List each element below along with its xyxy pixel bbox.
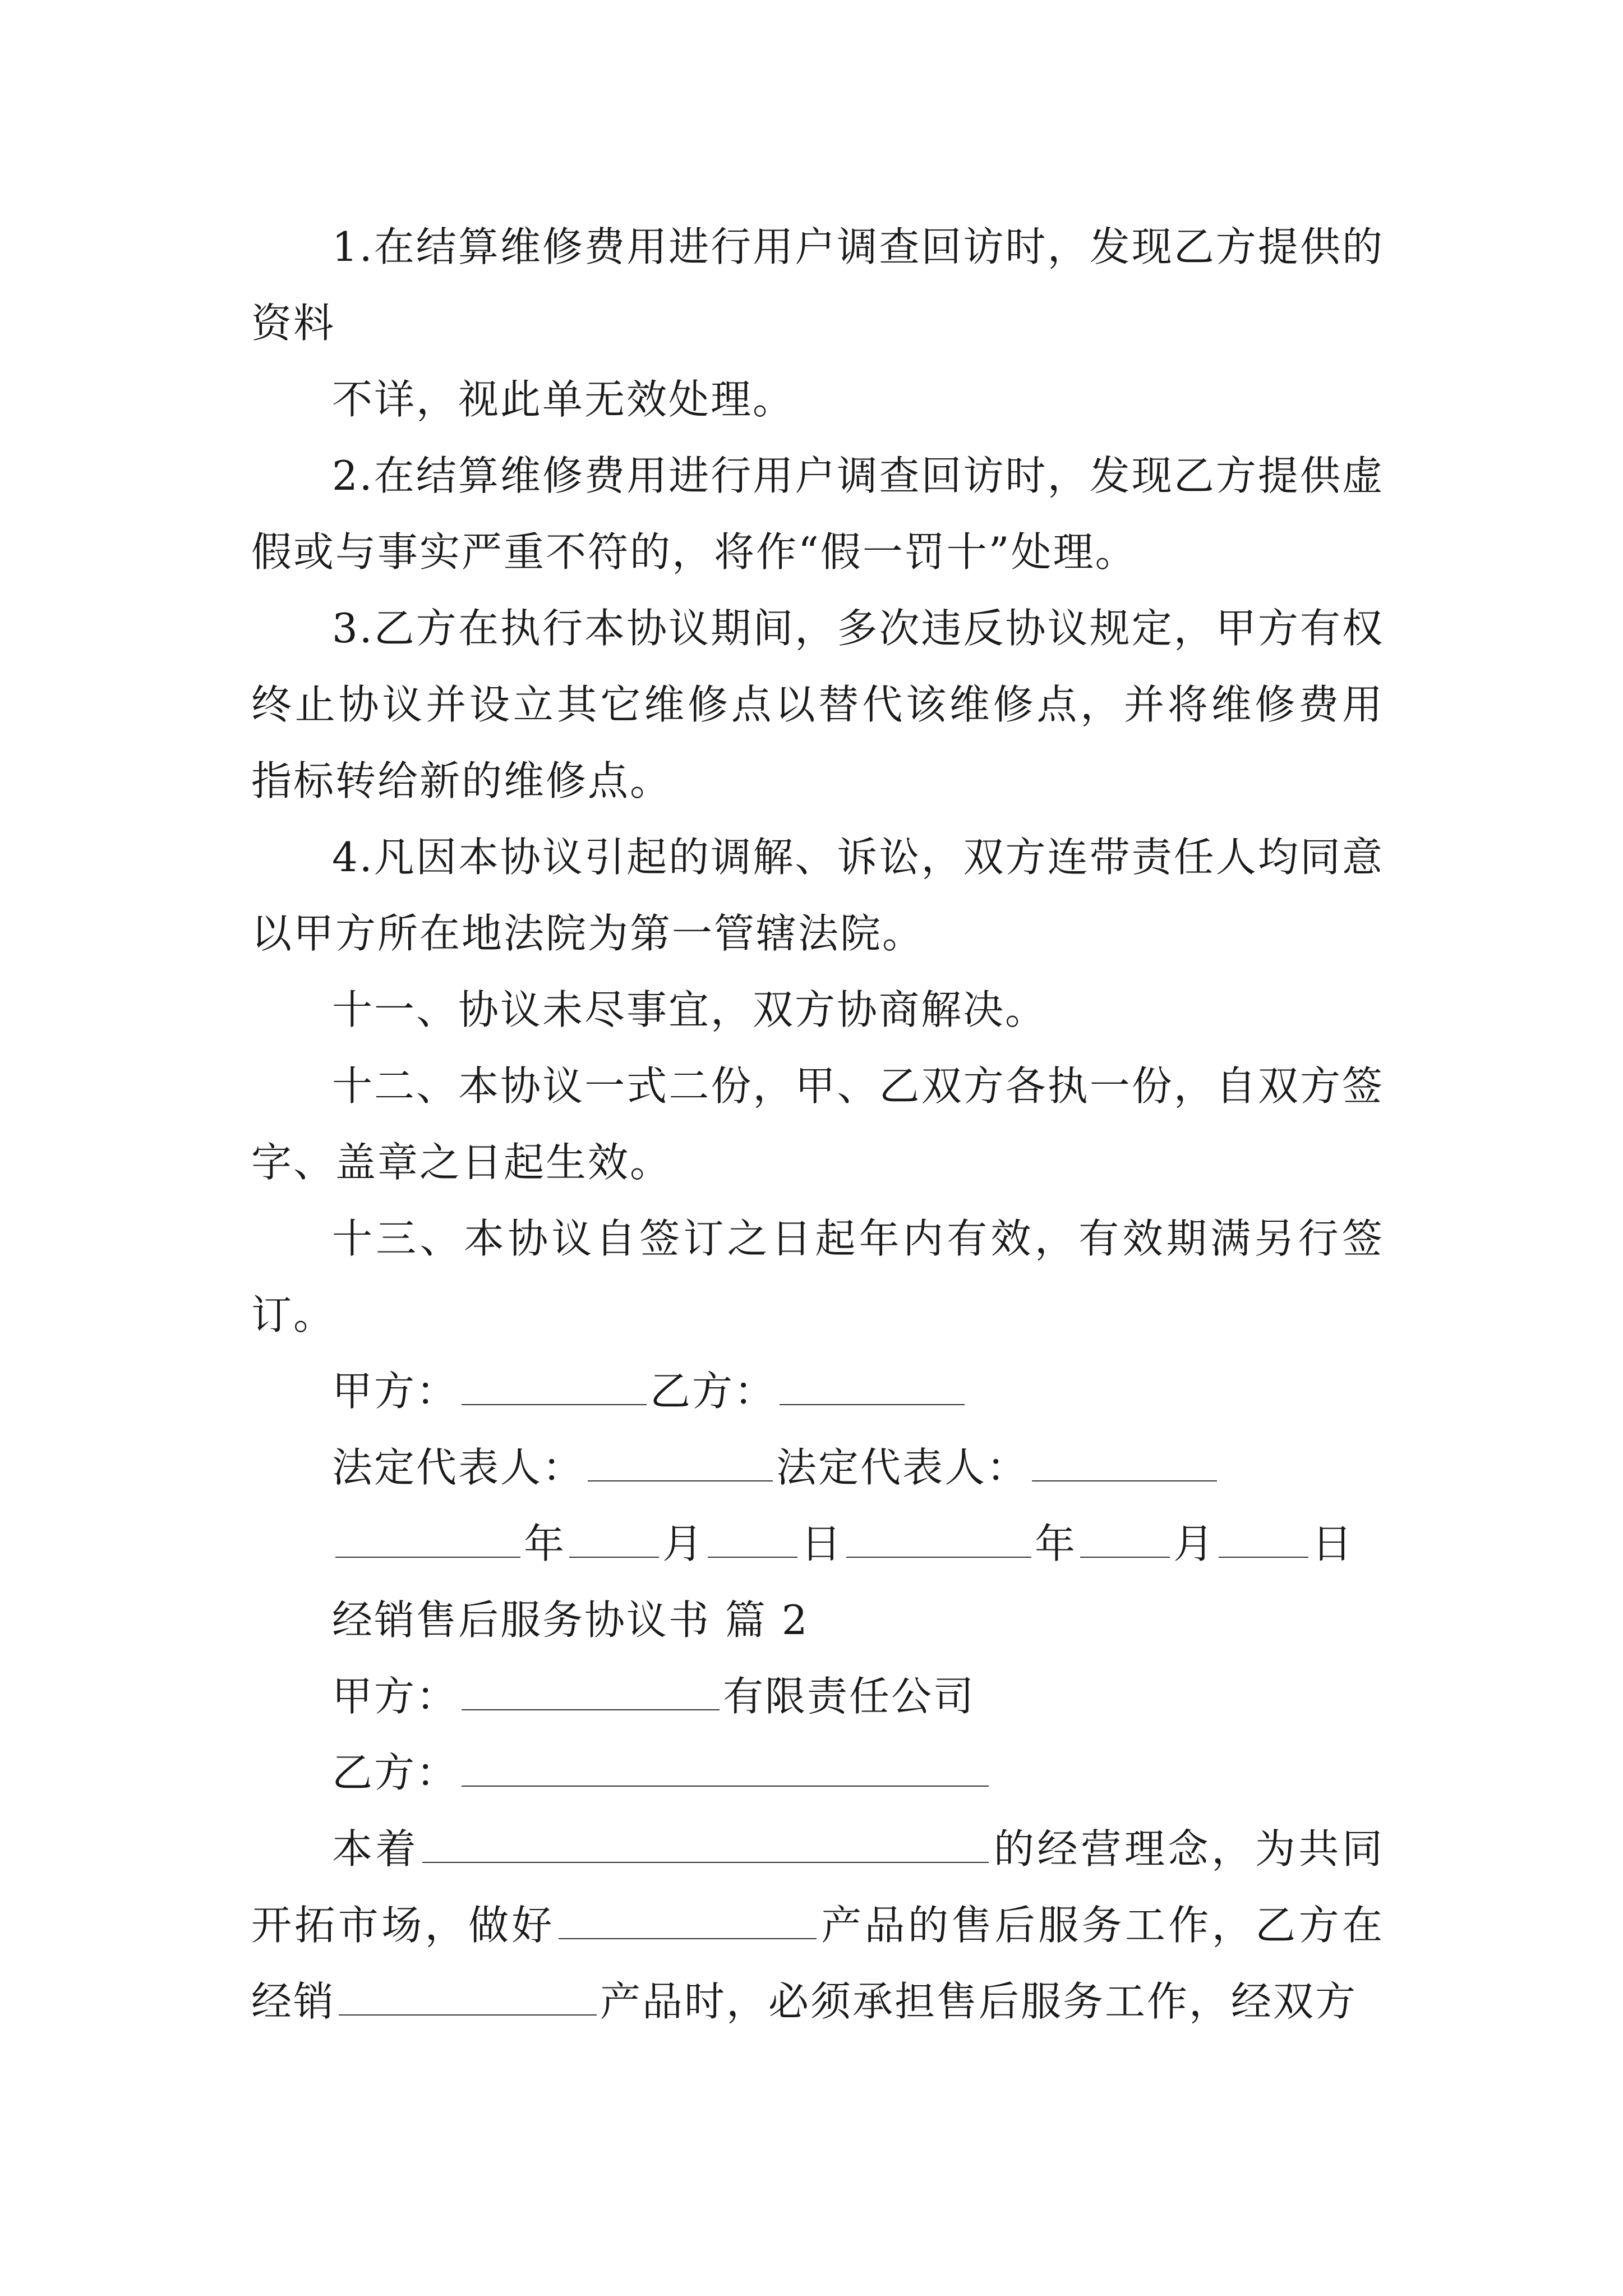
date-b-month: 月	[1173, 1520, 1216, 1567]
date-b-month-blank	[1080, 1516, 1170, 1558]
paragraph-3	[251, 590, 1384, 819]
section-2-intro-blank-2	[559, 1898, 817, 1939]
section-2-party-b	[251, 1734, 1384, 1811]
section-2-intro-1: 本着	[332, 1825, 419, 1872]
paragraph-1	[251, 209, 1384, 361]
paragraph-4-text: 4.凡因本协议引起的调解、诉讼，双方连带责任人均同意以甲方所在地法院为第一管辖法院。	[251, 834, 1384, 957]
date-b-day: 日	[1312, 1520, 1354, 1567]
section-2-party-a-label: 甲方：	[332, 1673, 459, 1720]
signature-reps-line	[251, 1429, 1384, 1506]
paragraph-1-text: 1.在结算维修费用进行用户调查回访时，发现乙方提供的资料	[251, 223, 1384, 347]
paragraph-3-text: 3.乙方在执行本协议期间，多次违反协议规定，甲方有权终止协议并设立其它维修点以替代该维修点，并将维修费用指标转给新的维修点。	[251, 605, 1384, 804]
date-a-year-blank	[335, 1516, 520, 1558]
date-b-year: 年	[1035, 1520, 1077, 1567]
section-2-intro-blank-3	[339, 1974, 597, 2016]
date-a-day: 日	[801, 1520, 843, 1567]
paragraph-1-continued	[251, 361, 1384, 438]
party-a-label: 甲方：	[332, 1368, 459, 1415]
section-2-intro-3: 产品的售后服务工作，乙方在经销	[251, 1902, 1384, 2025]
paragraph-1-continued-text: 不详，视此单无效处理。	[332, 376, 795, 423]
document-page	[251, 209, 1384, 2040]
section-2-party-a-suffix: 有限责任公司	[723, 1673, 976, 1720]
paragraph-4	[251, 819, 1384, 972]
date-b-day-blank	[1219, 1516, 1308, 1558]
signature-parties-line	[251, 1353, 1384, 1429]
section-2-party-b-label: 乙方：	[332, 1749, 459, 1796]
date-b-year-blank	[846, 1516, 1031, 1558]
section-2-party-b-blank	[462, 1745, 989, 1787]
paragraph-2-text: 2.在结算维修费用进行用户调查回访时，发现乙方提供虚假或与事实严重不符的，将作“假一罚十”处理。	[251, 452, 1384, 576]
date-a-day-blank	[708, 1516, 797, 1558]
rep-b-label: 法定代表人：	[776, 1444, 1029, 1491]
section-2-title	[251, 1582, 1384, 1658]
section-2-title-text: 经销售后服务协议书 篇 2	[332, 1596, 809, 1644]
date-a-year: 年	[524, 1520, 566, 1567]
section-2-party-a	[251, 1658, 1384, 1734]
section-2-intro-4: 产品时，必须承担售后服务工作，经双方	[600, 1978, 1358, 2025]
date-a-month: 月	[662, 1520, 705, 1567]
clause-13	[251, 1200, 1384, 1353]
clause-11-text: 十一、协议未尽事宜，双方协商解决。	[332, 986, 1048, 1033]
party-a-blank	[462, 1364, 647, 1405]
section-2-party-a-blank	[462, 1669, 720, 1710]
clause-12-text: 十二、本协议一式二份，甲、乙双方各执一份，自双方签字、盖章之日起生效。	[251, 1062, 1384, 1186]
section-2-intro-blank-1	[422, 1821, 989, 1863]
section-2-intro-2: 的经营理念，为共同开拓市场，做好	[251, 1825, 1384, 1949]
date-a-month-blank	[569, 1516, 659, 1558]
paragraph-2	[251, 438, 1384, 590]
party-b-label: 乙方：	[650, 1368, 777, 1415]
clause-13-text: 十三、本协议自签订之日起年内有效，有效期满另行签订。	[251, 1215, 1384, 1338]
section-2-intro	[251, 1811, 1384, 2040]
rep-a-label: 法定代表人：	[332, 1444, 585, 1491]
clause-11	[251, 972, 1384, 1048]
rep-a-blank	[588, 1440, 773, 1481]
party-b-blank	[780, 1364, 965, 1405]
signature-date-line	[251, 1506, 1384, 1582]
clause-12	[251, 1048, 1384, 1200]
rep-b-blank	[1032, 1440, 1217, 1481]
